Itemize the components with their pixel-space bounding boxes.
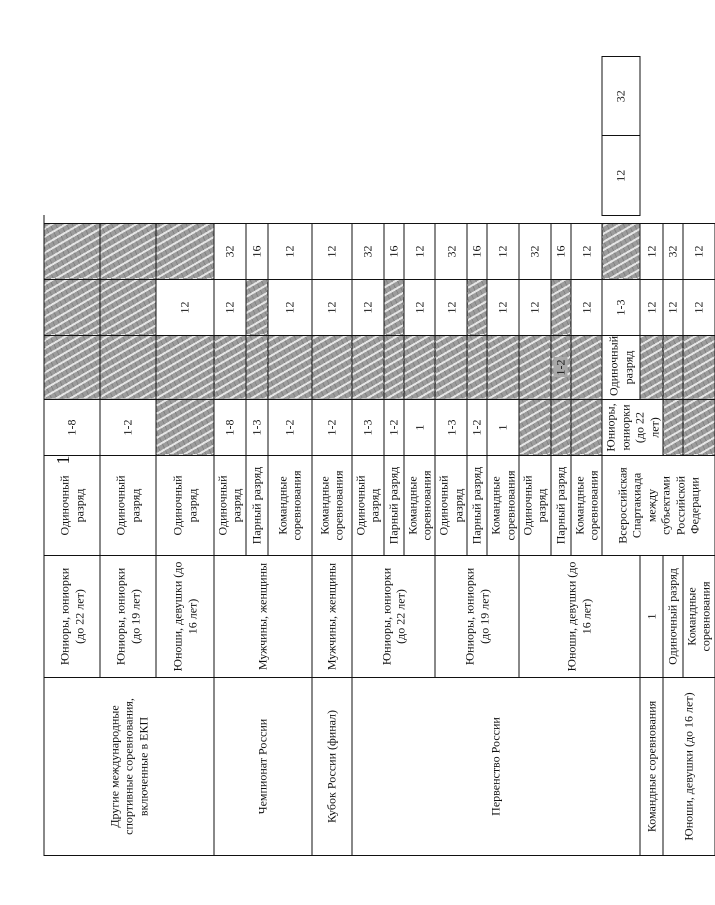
table-row [312,57,352,856]
competition-cell: Первенство России [352,678,640,856]
hatched-cell [44,280,100,336]
age-group-cell: Юниоры, юниорки (до 22 лет) [44,556,100,678]
cell-c3: 16 [246,224,268,280]
discipline-cell: Командные соревнования [404,456,436,556]
competition-cell: Всероссийская Спартакиада между субъектами Российской Федерации [602,456,714,556]
places-cell: 1-2 [100,400,156,456]
discipline-cell: Парный разряд [467,456,487,556]
hatched-cell [268,336,312,400]
discipline-cell: Одиночный разряд [214,456,246,556]
cell-c2: 12 [268,280,312,336]
hatched-cell [384,280,404,336]
cell-c2: 12 [435,280,467,336]
hatched-cell [683,400,715,456]
hatched-cell [44,336,100,400]
discipline-cell: Одиночный разряд [663,556,683,678]
hatched-cell [571,400,603,456]
hatched-cell [519,400,551,456]
cell-c3: 16 [467,224,487,280]
age-group-cell: Юниоры, юниорки (до 19 лет) [435,556,519,678]
age-group-cell: Юниоры, юниорки (до 22 лет) [352,556,436,678]
discipline-cell: Парный разряд [384,456,404,556]
hatched-cell [384,336,404,400]
hatched-cell [551,280,571,336]
cell-c3: 12 [487,224,519,280]
cell-c2: 12 [156,280,214,336]
competition-cell: Другие международные спортивные соревнования, включенные в ЕКП [44,678,214,856]
cell-c3: 32 [435,224,467,280]
hatched-cell [156,336,214,400]
places-cell: 1-3 [602,280,639,336]
cell-c3: 12 [268,224,312,280]
discipline-cell: Одиночный разряд [519,456,551,556]
hatched-cell [352,336,384,400]
discipline-cell: Парный разряд [246,456,268,556]
cell-c3: 32 [663,224,683,280]
hatched-cell [640,336,663,400]
discipline-cell: Командные соревнования [571,456,603,556]
cell-c2: 12 [663,280,683,336]
hatched-cell [487,336,519,400]
hatched-cell [100,280,156,336]
age-group-cell: Юниоры, юниорки (до 19 лет) [100,556,156,678]
cell-c3: 16 [551,224,571,280]
hatched-cell [156,224,214,280]
discipline-cell: Командные соревнования [487,456,519,556]
hatched-cell [467,280,487,336]
cell-c2: 12 [404,280,436,336]
hatched-cell [602,224,639,280]
edge-cell [44,216,715,224]
discipline-cell: Одиночный разряд [156,456,214,556]
cell-c3: 12 [683,224,715,280]
hatched-cell [519,336,551,400]
table-row [214,57,246,856]
age-group-cell: Юноши, девушки (до 16 лет) [156,556,214,678]
table-row [44,57,100,856]
competition-cell: Кубок России (финал) [312,678,352,856]
classification-table [44,56,715,856]
cell-c2: 12 [571,280,603,336]
cell-c2: 12 [312,280,352,336]
age-group-cell: Юноши, девушки (до 16 лет) [663,678,715,856]
places-cell: 1-2 [467,400,487,456]
age-group-cell: Юниоры, юниорки (до 22 лет) [602,400,663,456]
hatched-cell [435,336,467,400]
hatched-cell [663,400,683,456]
places-cell: 1-2 [312,400,352,456]
cell-c3: 32 [352,224,384,280]
discipline-cell: Одиночный разряд [100,456,156,556]
age-group-cell: Юноши, девушки (до 16 лет) [519,556,640,678]
hatched-cell [100,224,156,280]
places-cell: 1-2 [384,400,404,456]
cell-c3: 32 [519,224,551,280]
age-group-cell: Мужчины, женщины [214,556,312,678]
cell-c2: 12 [640,280,663,336]
discipline-cell: Командные соревнования [640,678,663,856]
cell-c2: 12 [519,280,551,336]
hatched-cell [156,400,214,456]
cell-c2: 12 [487,280,519,336]
places-cell: 1-2 [268,400,312,456]
hatched-cell [214,336,246,400]
hatched-cell [551,336,571,400]
hatched-cell [571,336,603,400]
discipline-cell: Командные соревнования [312,456,352,556]
cell-c3: 12 [312,224,352,280]
table-row [352,57,384,856]
rotated-table-frame [44,56,713,856]
hatched-cell [44,224,100,280]
cell-c3: 32 [214,224,246,280]
discipline-cell: Одиночный разряд [44,456,100,556]
discipline-cell: Одиночный разряд [352,456,384,556]
discipline-cell: Одиночный разряд [435,456,467,556]
cell-c2: 12 [214,280,246,336]
discipline-cell: Парный разряд [551,456,571,556]
cell-c3: 12 [404,224,436,280]
cell-c3: 12 [640,224,663,280]
age-group-cell: Мужчины, женщины [312,556,352,678]
hatched-cell [467,336,487,400]
places-cell: 1 [404,400,436,456]
places-cell: 1 [487,400,519,456]
hatched-cell [246,336,268,400]
discipline-cell: Командные соревнования [683,556,715,678]
hatched-cell [246,280,268,336]
places-cell: 1-3 [352,400,384,456]
discipline-cell: Командные соревнования [268,456,312,556]
places-cell: 1-8 [44,400,100,456]
cell-c1: 1-2 [553,359,568,376]
cell-c2: 12 [683,280,715,336]
places-cell: 1 [640,556,663,678]
hatched-cell [683,336,715,400]
hatched-cell [100,336,156,400]
hatched-cell [404,336,436,400]
cell-c2: 12 [602,136,639,216]
places-cell: 1-8 [214,400,246,456]
places-cell: 1-3 [435,400,467,456]
discipline-cell: Одиночный разряд [602,336,639,400]
cell-c2: 12 [352,280,384,336]
cell-c3: 16 [384,224,404,280]
hatched-cell [312,336,352,400]
cell-c3: 12 [571,224,603,280]
competition-cell: Чемпионат России [214,678,312,856]
cell-c3: 32 [602,57,639,137]
hatched-cell [551,400,571,456]
places-cell: 1-3 [246,400,268,456]
hatched-cell [663,336,683,400]
